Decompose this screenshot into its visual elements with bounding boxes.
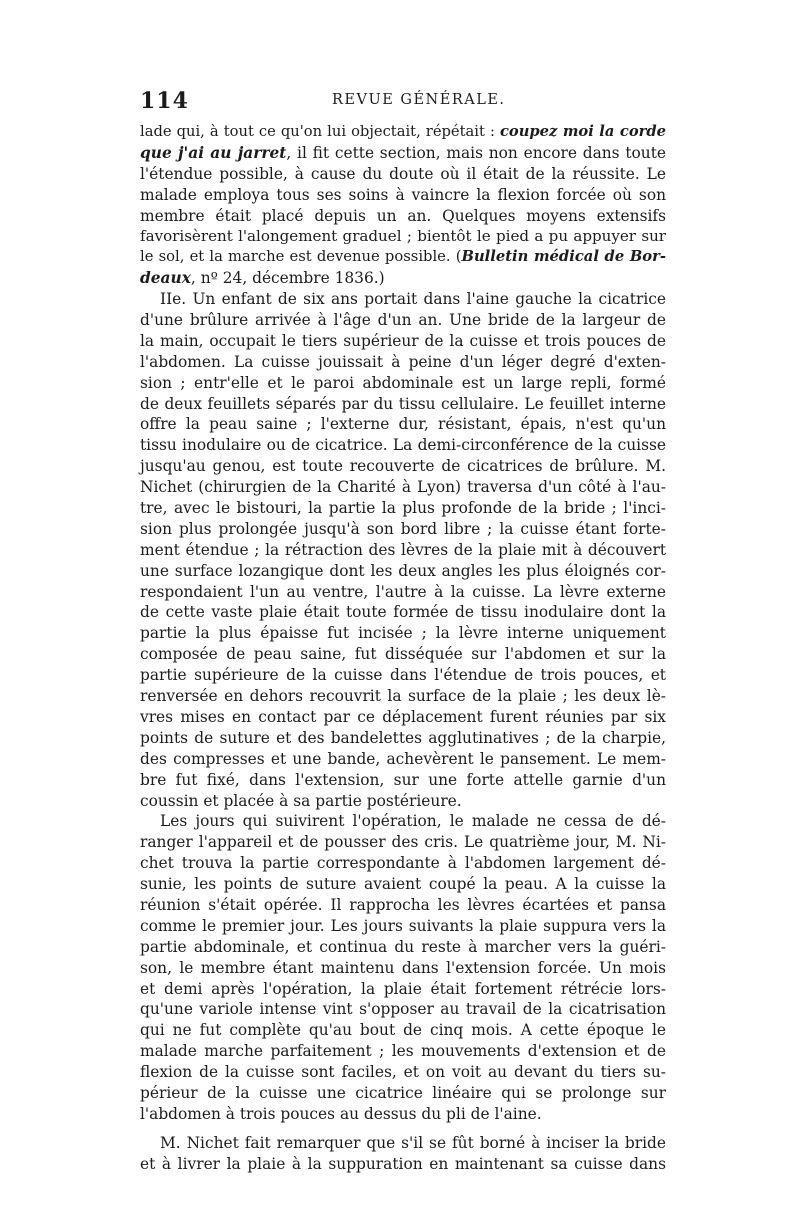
text-line: tissu inodulaire ou de cicatrice. La demi-circonférence de la cuisse — [140, 436, 666, 455]
text-line: l'abdomen à trois pouces au dessus du pli de l'aine. — [140, 1104, 542, 1123]
text-line: chet trouva la partie correspondante à l'abdomen largement dé- — [140, 854, 666, 873]
text-line: Nichet (chirurgien de la Charité à Lyon) traversa d'un côté à l'au- — [140, 478, 666, 497]
text-line: d'une brûlure arrivée à l'âge d'un an. Une bride de la largeur de — [140, 311, 666, 330]
text-line: sunie, les points de suture avaient coupé la peau. A la cuisse la — [140, 875, 666, 894]
text-line: malade employa tous ses soins à vaincre la flexion forcée où son — [140, 185, 666, 204]
running-title: REVUE GÉNÉRALE. — [332, 92, 506, 108]
paragraph-remark — [140, 1133, 666, 1175]
text-line: respondaient l'un au ventre, l'autre à la cuisse. La lèvre externe — [140, 582, 666, 601]
paragraph-recovery — [140, 811, 666, 1124]
page-header — [140, 88, 666, 118]
paragraph-gap — [140, 1125, 666, 1133]
text-line: IIe. Un enfant de six ans portait dans l'aine gauche la cicatrice — [160, 290, 666, 309]
text-line: flexion de la cuisse sont faciles, et on voit au devant du tiers su- — [140, 1063, 666, 1082]
text-line: deaux, nº 24, décembre 1836.) — [140, 269, 385, 288]
text-line: de cette vaste plaie était toute formée de tissu inodulaire dont la — [140, 603, 666, 622]
text-line: favorisèrent l'alongement graduel ; bientôt le pied a pu appuyer sur — [140, 227, 666, 246]
text-line: vres mises en contact par ce déplacement furent réunies par six — [140, 707, 666, 726]
paragraph-continuation — [140, 122, 666, 289]
text-line: renversée en dehors recouvrit la surface de la plaie ; les deux lè- — [140, 687, 666, 706]
paragraph-case-two — [140, 289, 666, 811]
text-line: de deux feuillets séparés par du tissu cellulaire. Le feuillet interne — [140, 394, 666, 413]
text-line: des compresses et une bande, achevèrent le pansement. Le mem- — [140, 749, 666, 768]
text-line: ment étendue ; la rétraction des lèvres de la plaie mit à découvert — [140, 540, 666, 559]
text-line: le sol, et la marche est devenue possible. (Bulletin médical de Bor- — [140, 248, 666, 266]
text-line: points de suture et des bandelettes agglutinatives ; de la charpie, — [140, 728, 666, 747]
text-line: malade marche parfaitement ; les mouvements d'extension et de — [140, 1042, 666, 1061]
text-line: Les jours qui suivirent l'opération, le malade ne cessa de dé- — [160, 812, 666, 831]
text-line: jusqu'au genou, est toute recouverte de cicatrices de brûlure. M. — [140, 457, 666, 476]
text-line: l'abdomen. La cuisse jouissait à peine d'un léger degré d'exten- — [140, 352, 666, 371]
text-line: et à livrer la plaie à la suppuration en maintenant sa cuisse dans — [140, 1154, 666, 1173]
text-line: qu'une variole intense vint s'opposer au travail de la cicatrisation — [140, 1000, 666, 1019]
text-line: tre, avec le bistouri, la partie la plus profonde de la bride ; l'inci- — [140, 499, 666, 518]
text-line: M. Nichet fait remarquer que s'il se fût borné à inciser la bride — [160, 1133, 666, 1152]
text-line: bre fut fixé, dans l'extension, sur une forte attelle garnie d'un — [140, 770, 666, 789]
page-number: 114 — [140, 88, 189, 114]
text-line: et demi après l'opération, la plaie était fortement rétrécie lors- — [140, 979, 666, 998]
text-line: l'étendue possible, à cause du doute où il était de la réussite. Le — [140, 164, 666, 183]
text-line: partie la plus épaisse fut incisée ; la lèvre interne uniquement — [140, 624, 666, 643]
text-line: la main, occupait le tiers supérieur de la cuisse et trois pouces de — [140, 331, 666, 350]
text-line: ranger l'appareil et de pousser des cris. Le quatrième jour, M. Ni- — [140, 833, 666, 852]
text-line: réunion s'était opérée. Il rapprocha les lèvres écartées et pansa — [140, 895, 666, 914]
text-line: sion ; entr'elle et le paroi abdominale est un large repli, formé — [140, 373, 666, 392]
text-line: comme le premier jour. Les jours suivants la plaie suppura vers la — [140, 916, 666, 935]
text-line: partie abdominale, et continua du reste à marcher vers la guéri- — [140, 937, 666, 956]
text-line: son, le membre étant maintenu dans l'extension forcée. Un mois — [140, 958, 666, 977]
text-line: partie supérieure de la cuisse dans l'étendue de trois pouces, et — [140, 666, 666, 685]
text-line: composée de peau saine, fut disséquée sur l'abdomen et sur la — [140, 645, 666, 664]
text-line: que j'ai au jarret, il fit cette section, mais non encore dans toute — [140, 143, 666, 162]
text-line: coussin et placée à sa partie postérieure. — [140, 791, 462, 810]
body-text — [140, 122, 666, 1175]
text-line: lade qui, à tout ce qu'on lui objectait, répétait : coupez moi la corde — [140, 123, 666, 140]
text-line: périeur de la cuisse une cicatrice linéaire qui se prolonge sur — [140, 1083, 666, 1102]
text-line: offre la peau saine ; l'externe dur, résistant, épais, n'est qu'un — [140, 415, 666, 434]
text-line: une surface lozangique dont les deux angles les plus éloignés cor- — [140, 561, 666, 580]
text-line: qui ne fut complète qu'au bout de cinq mois. A cette époque le — [140, 1021, 666, 1040]
text-line: sion plus prolongée jusqu'à son bord libre ; la cuisse étant forte- — [140, 519, 666, 538]
text-line: membre était placé depuis un an. Quelques moyens extensifs — [140, 206, 666, 225]
